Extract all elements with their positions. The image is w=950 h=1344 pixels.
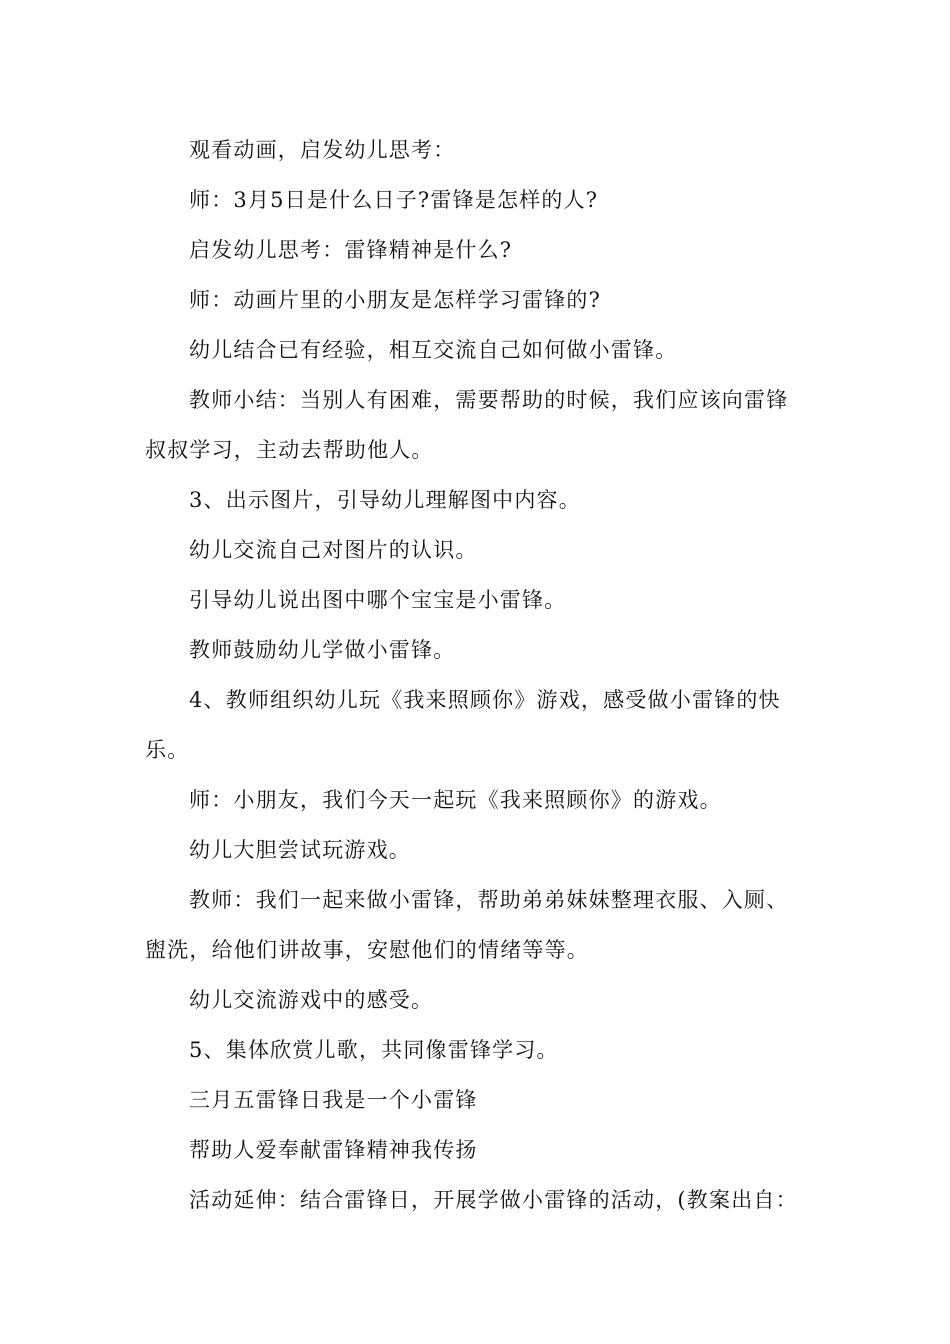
paragraph-activity-extension: 活动延伸：结合雷锋日，开展学做小雷锋的活动，(教案出自：	[189, 1188, 798, 1212]
paragraph-watch-animation: 观看动画，启发幼儿思考：	[189, 138, 456, 162]
paragraph-teacher-question-cartoon: 师：动画片里的小朋友是怎样学习雷锋的?	[189, 288, 602, 312]
paragraph-teacher-question-date: 师：3月5日是什么日子?雷锋是怎样的人?	[189, 188, 599, 212]
paragraph-children-discuss: 幼儿结合已有经验，相互交流自己如何做小雷锋。	[189, 338, 678, 362]
paragraph-teacher-help-example: 教师：我们一起来做小雷锋，帮助弟弟妹妹整理衣服、入厕、盥洗，给他们讲故事，安慰他们的情绪等等。	[145, 888, 789, 962]
paragraph-encourage-children: 教师鼓励幼儿学做小雷锋。	[189, 638, 456, 662]
paragraph-step-3: 3、出示图片，引导幼儿理解图中内容。	[189, 488, 581, 512]
paragraph-find-little-leifeng: 引导幼儿说出图中哪个宝宝是小雷锋。	[189, 588, 567, 612]
paragraph-share-feelings: 幼儿交流游戏中的感受。	[189, 988, 434, 1012]
paragraph-step-5: 5、集体欣赏儿歌，共同像雷锋学习。	[189, 1038, 559, 1062]
paragraph-song-line-1: 三月五雷锋日我是一个小雷锋	[189, 1088, 478, 1112]
paragraph-picture-discussion: 幼儿交流自己对图片的认识。	[189, 538, 478, 562]
paragraph-song-line-2: 帮助人爱奉献雷锋精神我传扬	[189, 1138, 478, 1162]
paragraph-children-try-game: 幼儿大胆尝试玩游戏。	[189, 838, 411, 862]
paragraph-inspire-thinking: 启发幼儿思考：雷锋精神是什么?	[189, 238, 513, 262]
paragraph-teacher-summary: 教师小结：当别人有困难，需要帮助的时候，我们应该向雷锋叔叔学习，主动去帮助他人。	[145, 388, 789, 462]
paragraph-step-4: 4、教师组织幼儿玩《我来照顾你》游戏，感受做小雷锋的快乐。	[145, 688, 781, 762]
paragraph-teacher-game-intro: 师：小朋友，我们今天一起玩《我来照顾你》的游戏。	[189, 788, 722, 812]
